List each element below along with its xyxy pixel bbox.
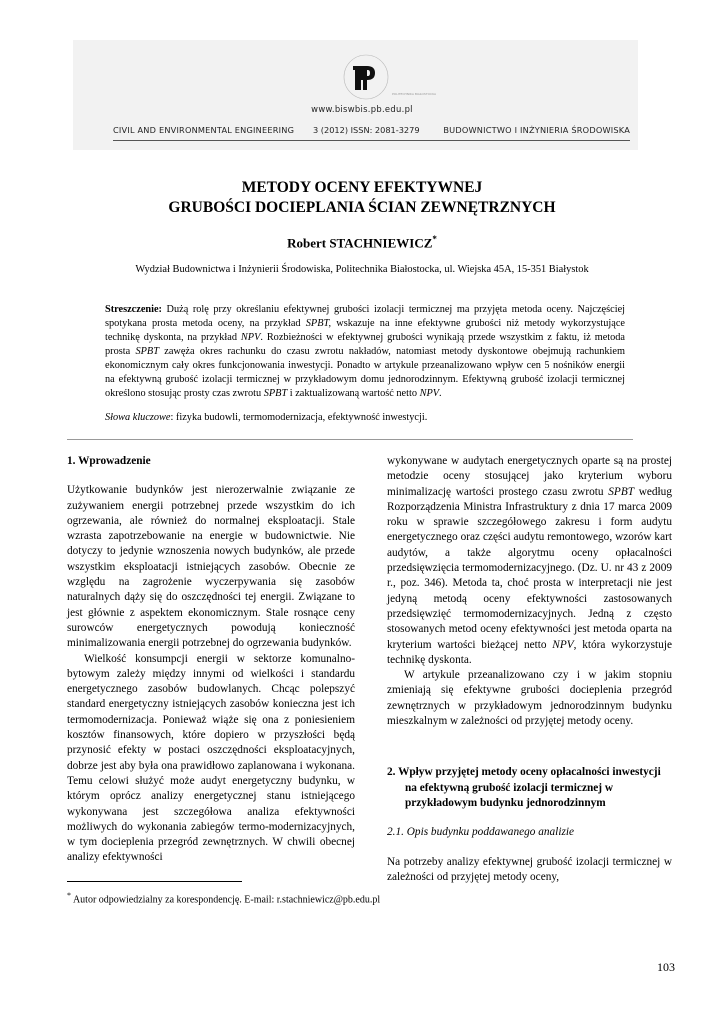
footnote-text: Autor odpowiedzialny za korespondencję. E-mail: r.stachniewicz@pb.edu.pl [71,894,381,906]
abstract-label: Streszczenie: [105,304,162,315]
paragraph: W artykule przeanalizowano czy i w jakim stopniu zmieniają się efektywne grubości docieplenia przegród zewnętrznych w przykładowym jednorodzinnym budynku mieszkalnym w zależności od przyjętej metody oceny. [387,669,672,728]
abstract-term: NPV [419,388,440,399]
author-footnote-mark: * [432,234,437,244]
paragraph-text: , która wykorzystuje technikę dyskonta. [387,638,672,666]
title-line-1: METODY OCENY EFEKTYWNEJ [241,179,483,196]
abstract-divider [67,439,633,440]
author-name [0,234,724,251]
paragraph: Użytkowanie budynków jest nierozerwalnie związanie ze zużywaniem energii potrzebnej przede wszystkim do ich ogrzewania, ale również do normalnej eksploatacji. Stale wzrasta zapotrzebowanie na energie w budownictwie. Nie dotyczy to jedynie wznoszenia nowych budynków, ale przede wszystkim eksploatacji istniejących zasobów. Obecnie ze względu na zagrożenie wyczerpywania się zasobów naturalnych dąży się do oszczędności tej energii. Związane to jest głównie z aspektem ekonomicznym. Stale rosnące ceny surowców energetycznych powodują konieczność minimalizowania energii potrzebnej do ogrzewania budynków. [67,484,355,650]
abstract-text: wskazuje na inne efektywne grubości niż metody wykorzystujące technikę dyskonta, na przykład [105,318,625,343]
abstract-text: i zaktualizowaną wartość netto [287,388,420,399]
university-logo [341,52,391,102]
abstract-term: SPBT, [305,318,332,329]
abstract-term: NPV [240,332,261,343]
paragraph [387,454,672,668]
paragraph-term: SPBT [608,485,634,498]
issue-info: 3 (2012) ISSN: 2081-3279 [313,125,420,135]
abstract [105,303,625,401]
right-column [387,454,672,885]
keywords [105,412,625,423]
keywords-label: Słowa kluczowe [105,412,171,423]
paragraph: Wielkość konsumpcji energii w sektorze komunalno-bytowym zależy między innymi od wielkości i standardu energetycznego zasobów budowlanych. Chcąc polepszyć standard energetyczny istniejących zasobów konieczna jest ich termomodernizacja. Ponieważ wiąże się ona z poniesieniem kosztów finansowych, które dopiero w przyszłości będą przynosić efekty w postaci oszczędności eksploatacyjnych, dobrze jest aby była ona prawidłowo zaplanowana i wykonana. Temu celowi służyć może audyt energetyczny budynku, w którym oprócz analizy energetycznej stanu istniejącego wykonywana jest szczegółowa analiza efektywności możliwych do wykonania zabiegów termo-modernizacyjnych, w tym docieplenia przegród zewnętrznych. W chwili obecnej analizy efektywności [67,652,355,864]
paragraph-text: wykonywane w audytach energetycznych oparte są na prostej metodzie oceny stosującej jako kryterium wyboru minimalizację wartości prostego czasu zwrotu [387,455,672,498]
footnote-divider [67,881,242,882]
paragraph: Na potrzeby analizy efektywnej grubość izolacji termicznej w zależności od przyjętej metody oceny, [387,855,672,883]
abstract-text: zawęża okres rachunku do czasu zwrotu nakładów, natomiast metody dyskontowe obejmują rachunkiem ekonomicznym cały okres funkcjonowania inwestycji. Ponadto w artykule przeanalizowano wpływ cen 5 nośników energii na efektywną grubość izolacji termicznej w przykładowym domu jednorodzinnym. Efektywną grubość izolacji termicznej określono stosując prosty czas zwrotu [105,346,625,399]
journal-name-en: CIVIL AND ENVIRONMENTAL ENGINEERING [113,125,295,135]
abstract-text: . [439,388,442,399]
left-column [67,454,355,866]
paragraph-term: NPV [552,638,574,651]
section-heading: 2. Wpływ przyjętej metody oceny opłacalności inwestycji na efektywną grubość izolacji termicznej w przykładowym budynku jednorodzinnym [387,766,661,809]
abstract-term: SPBT [263,388,288,399]
page-number: 103 [657,960,675,974]
keywords-text: : fizyka budowli, termomodernizacja, efektywność inwestycji. [170,412,428,423]
abstract-text: . Rozbieżności w efektywnej grubości wynikają przede wszystkim z faktu, iż metoda prosta [105,332,625,357]
header-divider [113,140,630,141]
paragraph-text: według Rozporządzenia Ministra Infrastruktury z dnia 17 marca 2009 roku w sprawie szczegółowego zakresu i form audytu energetycznego oraz części audytu remontowego, wzorów kart audytów, a także algorytmu oceny opłacalności przedsięwzięcia termomodernizacyjnego. (Dz. U. nr 43 z 2009 r., poz. 346). Metoda ta, choć prosta w interpretacji nie jest jedyną metodą oceny efektywności zastosowanych przedsięwzięć termomodernizacyjnych. Jedną z często stosowanych metod oceny efektywności jest metoda oparta na kryterium wartości bieżącej netto [387,485,672,651]
footnote [67,891,587,905]
journal-name-pl: BUDOWNICTWO I INŻYNIERIA ŚRODOWISKA [443,125,630,135]
section-heading: 1. Wprowadzenie [67,455,151,467]
paper-title [0,178,724,218]
title-line-2: GRUBOŚCI DOCIEPLANIA ŚCIAN ZEWNĘTRZNYCH [168,199,556,216]
author-text: Robert STACHNIEWICZ [287,235,433,251]
affiliation: Wydział Budownictwa i Inżynierii Środowiska, Politechnika Białostocka, ul. Wiejska 45A, 15-351 Białystok [135,264,589,275]
subsection-heading: 2.1. Opis budynku poddawanego analizie [387,826,575,839]
footnote-mark: * [67,891,71,900]
journal-url: www.biswbis.pb.edu.pl [311,104,413,114]
logo-ring-text: POLITECHNIKA BIAŁOSTOCKA [392,92,437,96]
abstract-text: Dużą rolę przy określaniu efektywnej grubości izolacji termicznej ma przyjęta metoda oceny. Najczęściej spotykana prosta metoda oceny, na przykład [105,304,625,329]
abstract-term: SPBT [135,346,159,357]
